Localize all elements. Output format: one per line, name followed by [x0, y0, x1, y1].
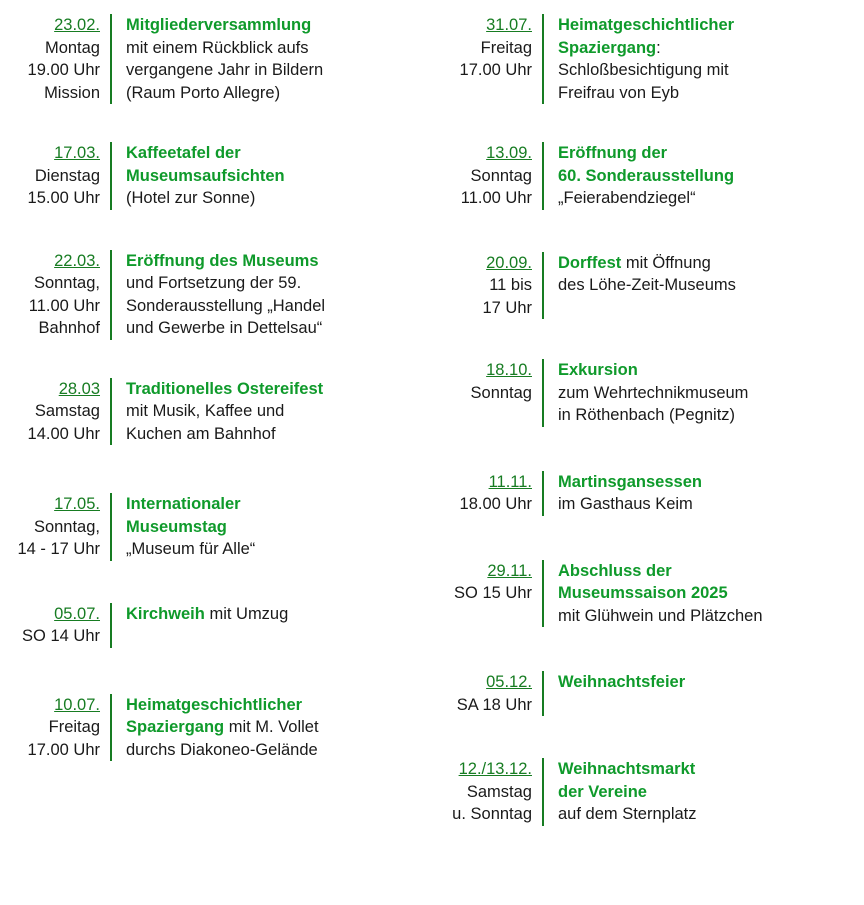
event-date-detail: Dienstag — [34, 166, 100, 185]
event-description — [542, 758, 864, 826]
event-date-detail: 17.00 Uhr — [27, 740, 100, 759]
event-date-day: 28.03 — [58, 379, 100, 398]
event-date — [432, 142, 542, 210]
event-description — [542, 359, 864, 427]
event-description — [110, 378, 432, 446]
event-description — [542, 471, 864, 516]
event-body-line: und Fortsetzung der 59. — [126, 274, 302, 292]
event-date-detail: Sonntag, — [33, 517, 100, 536]
event-body-line: Kuchen am Bahnhof — [126, 424, 276, 443]
event-date-detail: 17 Uhr — [482, 298, 532, 317]
event-title-line — [558, 37, 860, 60]
event-title-line — [558, 14, 860, 37]
event-description — [542, 671, 864, 716]
event-title-suffix: mit Umzug — [204, 604, 289, 623]
event-date — [0, 250, 110, 340]
event-date-detail: 15.00 Uhr — [27, 189, 100, 207]
event-entry — [432, 252, 864, 320]
event-title-line: Kaffeetafel der — [126, 144, 241, 162]
event-entry — [0, 694, 432, 762]
event-date-day: 23.02. — [54, 16, 100, 34]
event-entry — [432, 471, 864, 516]
event-date-day: 29.11. — [487, 561, 532, 580]
event-entry — [432, 758, 864, 826]
event-date-detail: 18.00 Uhr — [459, 495, 532, 513]
event-date-day: 10.07. — [54, 695, 100, 714]
event-date-day: 22.03. — [54, 251, 100, 270]
event-title-line: Museumssaison 2025 — [558, 584, 728, 602]
event-entry — [432, 671, 864, 716]
event-description — [542, 142, 864, 210]
event-date-day: 18.10. — [486, 361, 532, 379]
event-entry — [0, 250, 432, 340]
event-entry — [0, 142, 432, 210]
event-title-line: Eröffnung des Museums — [126, 251, 319, 270]
event-date — [0, 493, 110, 561]
event-body-line: „Feierabendziegel“ — [558, 189, 696, 207]
event-title-continued: Spaziergang — [126, 718, 225, 736]
event-date-detail: 19.00 Uhr — [27, 61, 100, 79]
event-date-day: 05.07. — [54, 604, 100, 623]
event-date-detail: Samstag — [34, 402, 100, 420]
event-description — [110, 14, 432, 104]
event-date-day: 20.09. — [486, 253, 532, 272]
event-entry — [432, 359, 864, 427]
event-date-detail: SO 15 Uhr — [454, 584, 532, 602]
event-title: Heimatgeschichtlicher — [126, 695, 303, 714]
event-title-line: Abschluss der — [558, 561, 672, 580]
event-description — [110, 493, 432, 561]
event-entry — [432, 142, 864, 210]
event-title-line: Museumsaufsichten — [126, 166, 285, 185]
event-description — [542, 560, 864, 628]
event-entry — [0, 493, 432, 561]
event-title: Kirchweih — [126, 604, 205, 623]
event-title-line: 60. Sonderausstellung — [558, 166, 735, 185]
event-body-line: und Gewerbe in Dettelsau“ — [126, 319, 323, 337]
event-body-line: in Röthenbach (Pegnitz) — [558, 406, 736, 424]
event-date — [432, 359, 542, 427]
event-date-day: 17.03. — [54, 144, 100, 162]
event-date-detail: Mission — [44, 83, 100, 102]
event-entry — [0, 378, 432, 446]
event-description — [110, 694, 432, 762]
event-date — [432, 560, 542, 628]
event-date-detail: 11.00 Uhr — [28, 296, 100, 315]
event-title-suffix: mit Öffnung — [621, 253, 711, 272]
event-title-line — [558, 252, 860, 275]
event-title-line: Museumstag — [126, 517, 227, 536]
event-date-detail: Freitag — [480, 38, 532, 57]
event-body-line: durchs Diakoneo-Gelände — [126, 740, 318, 759]
event-date-day: 05.12. — [486, 673, 532, 691]
event-title-suffix: mit M. Vollet — [224, 718, 319, 736]
event-date — [432, 14, 542, 104]
event-title-line: Traditionelles Ostereifest — [126, 379, 324, 398]
event-date-detail: SO 14 Uhr — [22, 627, 100, 645]
event-date-detail: SA 18 Uhr — [456, 695, 532, 714]
event-date-day: 17.05. — [54, 495, 100, 513]
event-title-line: Weihnachtsmarkt — [558, 760, 696, 778]
event-title-continued: Spaziergang — [558, 38, 657, 57]
event-body-line: „Museum für Alle“ — [126, 540, 256, 558]
event-body-line: zum Wehrtechnikmuseum — [558, 383, 749, 402]
event-date-detail: Montag — [44, 38, 100, 57]
event-date-detail: Sonntag — [470, 383, 532, 402]
event-title-line — [126, 603, 428, 626]
event-date — [0, 694, 110, 762]
event-entry — [432, 14, 864, 104]
event-body-line: mit Glühwein und Plätzchen — [558, 606, 763, 625]
event-body-line: auf dem Sternplatz — [558, 805, 697, 823]
event-title-line: Martinsgansessen — [558, 472, 702, 491]
event-date — [0, 603, 110, 648]
event-body-line: mit einem Rückblick aufs — [126, 38, 309, 57]
event-entry — [0, 603, 432, 648]
event-date — [0, 142, 110, 210]
event-date — [432, 471, 542, 516]
event-date-day: 13.09. — [486, 144, 532, 162]
event-body-line: (Hotel zur Sonne) — [126, 189, 256, 207]
event-body-line: mit Musik, Kaffee und — [126, 402, 285, 420]
event-date-detail: u. Sonntag — [452, 805, 532, 823]
event-body-line: Sonderausstellung „Handel — [126, 296, 326, 315]
event-date-detail: Sonntag, — [33, 274, 100, 292]
event-title: Dorffest — [558, 253, 622, 272]
event-title-line: Internationaler — [126, 495, 241, 513]
event-date-detail: 17.00 Uhr — [459, 61, 532, 79]
event-date-detail: Freitag — [48, 718, 100, 736]
event-title-line: Weihnachtsfeier — [558, 673, 686, 691]
event-date — [432, 252, 542, 320]
event-date-day: 11.11. — [488, 472, 532, 491]
event-body-line: (Raum Porto Allegre) — [126, 83, 281, 102]
event-body-line: vergangene Jahr in Bildern — [126, 61, 324, 79]
event-body-line: Freifrau von Eyb — [558, 83, 680, 102]
event-body-line: Schloßbesichtigung mit — [558, 61, 729, 79]
event-title-line: Exkursion — [558, 361, 638, 379]
event-title-line: Eröffnung der — [558, 144, 668, 162]
event-entry — [0, 14, 432, 104]
event-date — [432, 671, 542, 716]
event-date-detail: 14.00 Uhr — [27, 424, 100, 443]
event-title-line — [126, 716, 428, 739]
event-description — [542, 14, 864, 104]
event-description — [110, 250, 432, 340]
event-date-day: 12./13.12. — [458, 760, 532, 778]
event-description — [110, 603, 432, 648]
event-title: Heimatgeschichtlicher — [558, 16, 735, 34]
event-title-suffix: : — [656, 38, 661, 57]
event-date — [432, 758, 542, 826]
event-date-detail: 14 - 17 Uhr — [17, 540, 100, 558]
event-date-detail: Bahnhof — [38, 319, 100, 337]
event-body-line: im Gasthaus Keim — [558, 495, 693, 513]
event-title-line: Mitgliederversammlung — [126, 16, 312, 34]
event-title-line — [126, 694, 428, 717]
right-event-column — [432, 0, 864, 905]
event-date — [0, 14, 110, 104]
event-date-detail: Samstag — [466, 782, 532, 801]
event-entry — [432, 560, 864, 628]
event-date — [0, 378, 110, 446]
event-title-line: der Vereine — [558, 782, 647, 801]
event-date-detail: 11 bis — [489, 276, 532, 294]
event-description — [542, 252, 864, 320]
event-date-day: 31.07. — [486, 16, 532, 34]
event-date-detail: Sonntag — [470, 166, 532, 185]
event-date-detail: 11.00 Uhr — [460, 189, 532, 207]
event-body-line: des Löhe-Zeit-Museums — [558, 276, 736, 294]
event-description — [110, 142, 432, 210]
